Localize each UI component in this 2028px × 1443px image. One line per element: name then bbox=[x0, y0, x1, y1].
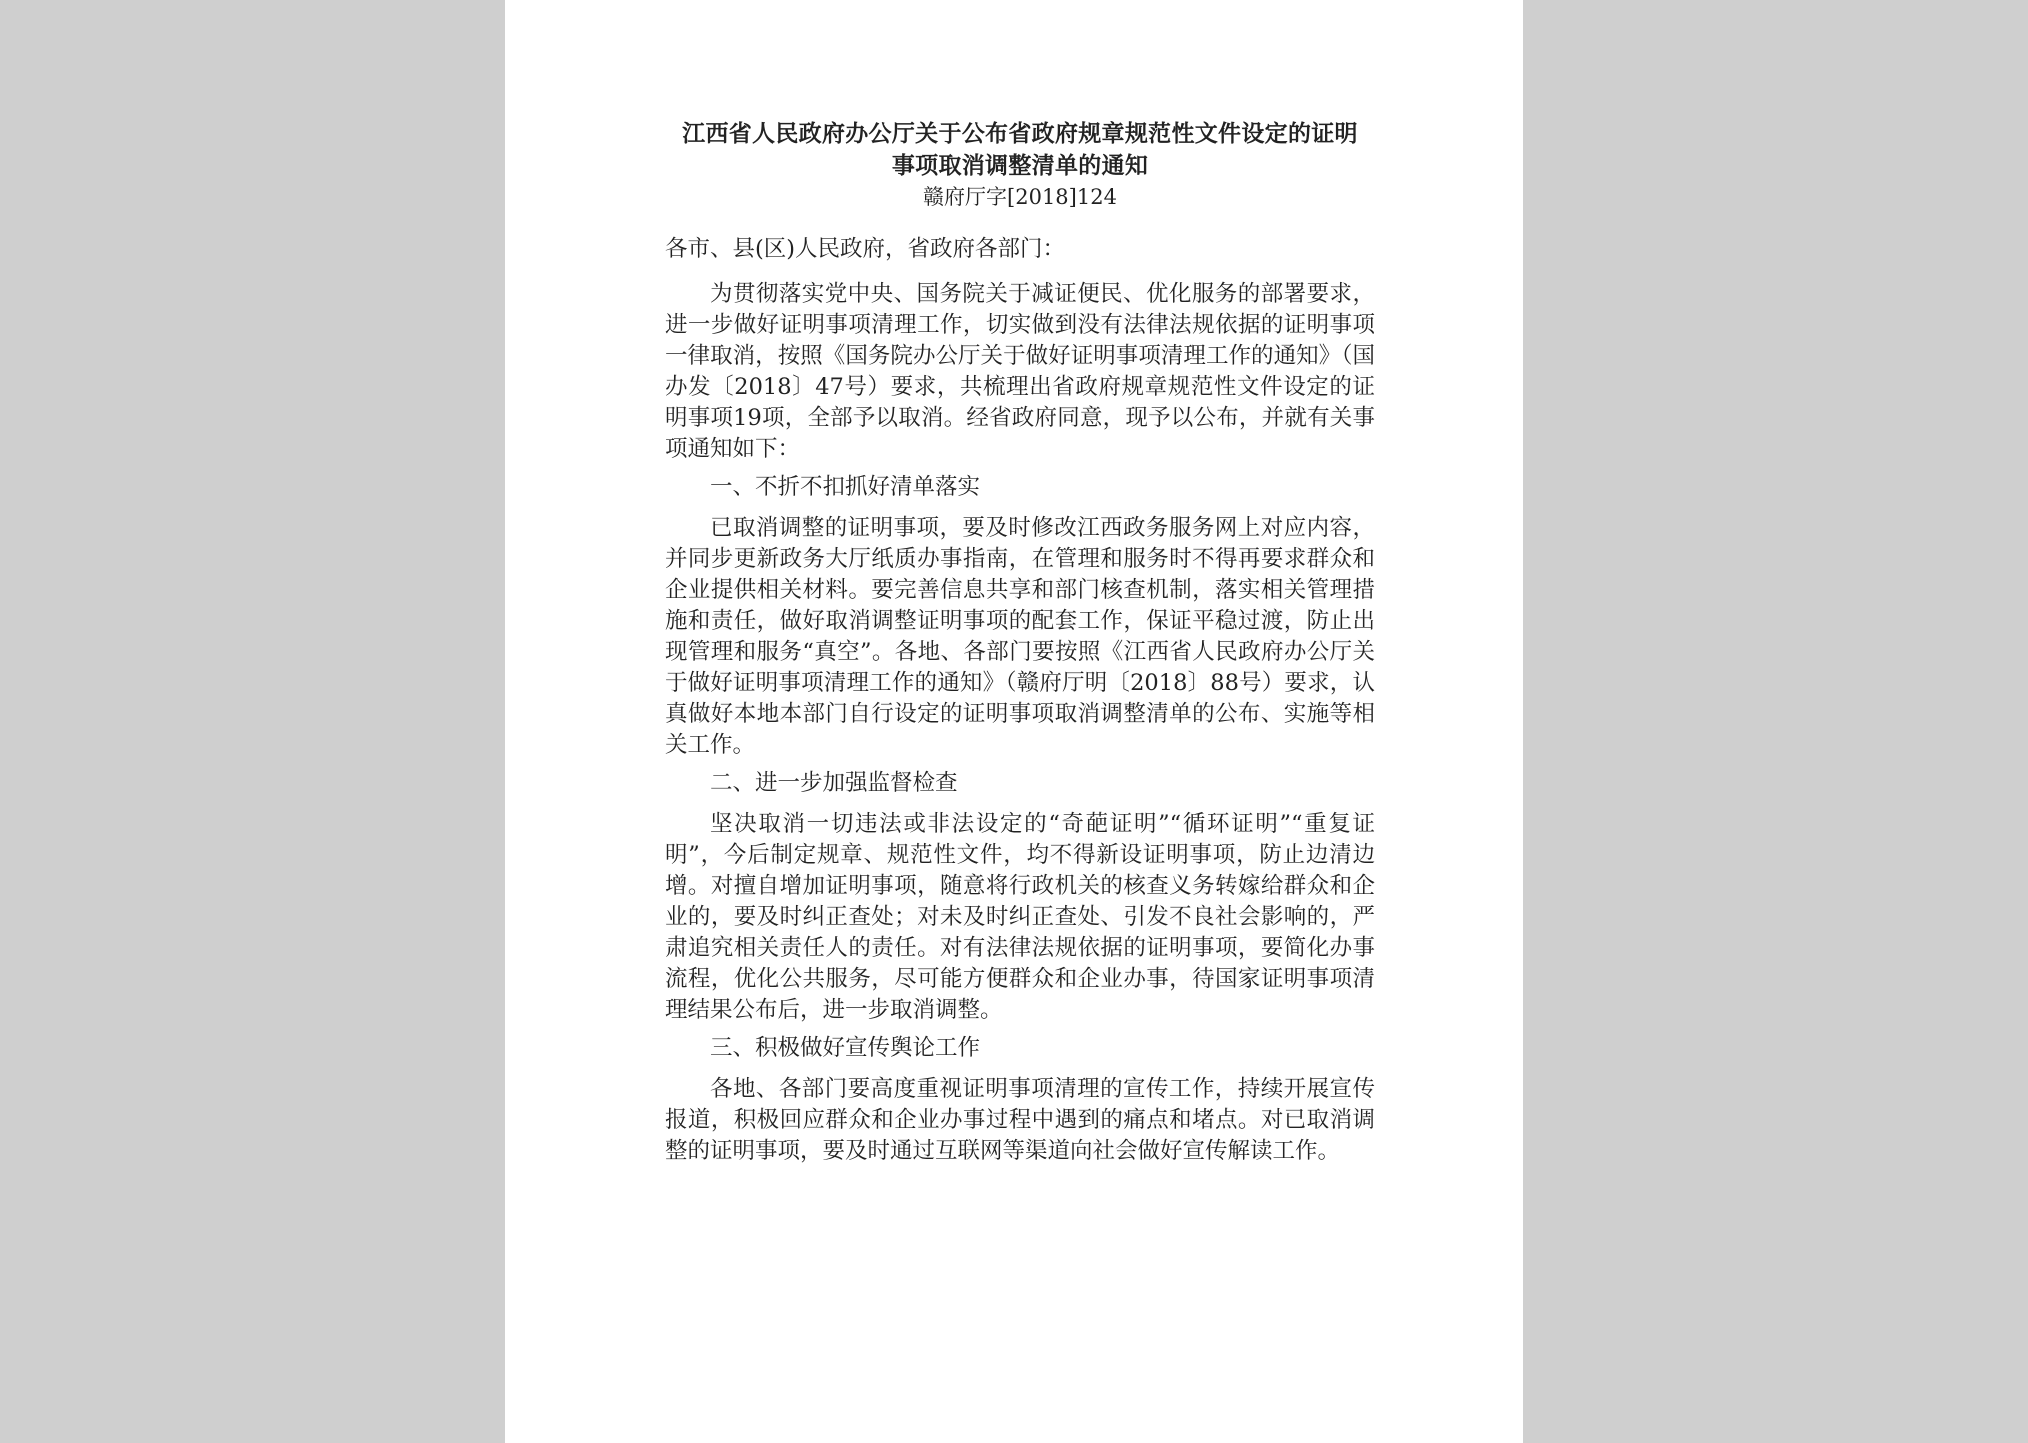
salutation: 各市、县(区)人民政府，省政府各部门： bbox=[665, 236, 1066, 262]
document-content bbox=[665, 118, 1375, 1174]
intro-paragraph: 为贯彻落实党中央、国务院关于减证便民、优化服务的部署要求，进一步做好证明事项清理工作，切实做到没有法律法规依据的证明事项一律取消，按照《国务院办公厅关于做好证明事项清理工作的通知》（国办发〔2018〕47号）要求，共梳理出省政府规章规范性文件设定的证明事项19项，全部予以取消。经省政府同意，现予以公布，并就有关事项通知如下： bbox=[665, 281, 1375, 462]
document-page bbox=[505, 0, 1523, 1443]
section-1-heading: 一、不折不扣抓好清单落实 bbox=[710, 474, 981, 500]
title-line-1: 江西省人民政府办公厅关于公布省政府规章规范性文件设定的证明 bbox=[682, 120, 1358, 147]
document-number: 赣府厅字[2018]124 bbox=[923, 185, 1117, 209]
section-1-body: 已取消调整的证明事项，要及时修改江西政务服务网上对应内容，并同步更新政务大厅纸质办事指南，在管理和服务时不得再要求群众和企业提供相关材料。要完善信息共享和部门核查机制，落实相关管理措施和责任，做好取消调整证明事项的配套工作，保证平稳过渡，防止出现管理和服务“真空”。各地、各部门要按照《江西省人民政府办公厅关于做好证明事项清理工作的通知》（赣府厅明〔2018〕88号）要求，认真做好本地本部门自行设定的证明事项取消调整清单的公布、实施等相关工作。 bbox=[665, 515, 1375, 758]
section-2-heading: 二、进一步加强监督检查 bbox=[710, 770, 958, 796]
section-3-body: 各地、各部门要高度重视证明事项清理的宣传工作，持续开展宣传报道，积极回应群众和企业办事过程中遇到的痛点和堵点。对已取消调整的证明事项，要及时通过互联网等渠道向社会做好宣传解读工作。 bbox=[665, 1076, 1375, 1164]
section-2-body: 坚决取消一切违法或非法设定的“奇葩证明”“循环证明”“重复证明”，今后制定规章、规范性文件，均不得新设证明事项，防止边清边增。对擅自增加证明事项，随意将行政机关的核查义务转嫁给群众和企业的，要及时纠正查处；对未及时纠正查处、引发不良社会影响的，严肃追究相关责任人的责任。对有法律法规依据的证明事项，要简化办事流程，优化公共服务，尽可能方便群众和企业办事，待国家证明事项清理结果公布后，进一步取消调整。 bbox=[665, 811, 1375, 1023]
section-3-heading: 三、积极做好宣传舆论工作 bbox=[710, 1035, 981, 1061]
title-line-2: 事项取消调整清单的通知 bbox=[891, 152, 1149, 179]
